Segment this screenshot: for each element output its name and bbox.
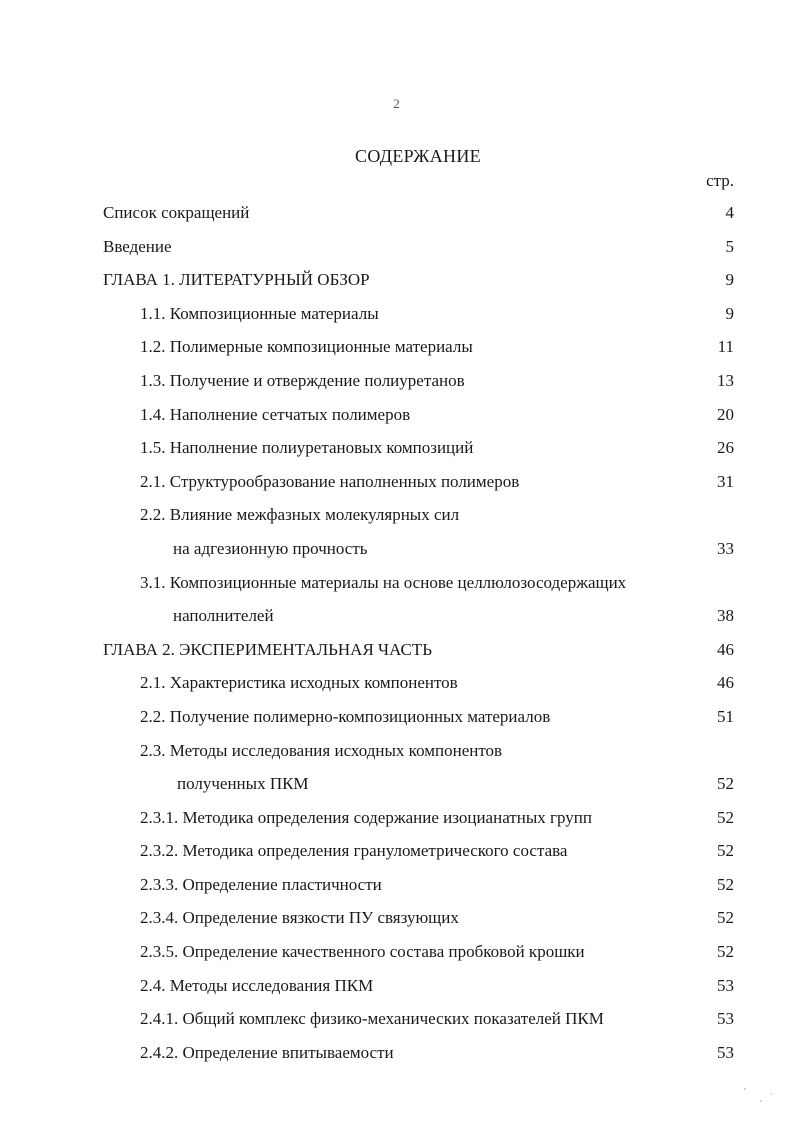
toc-entry-page: 33 bbox=[717, 538, 734, 558]
toc-entry bbox=[0, 201, 793, 235]
toc-entry bbox=[0, 671, 793, 705]
toc-entry-page: 52 bbox=[717, 874, 734, 894]
toc-entry-text: 2.3.3. Определение пластичности bbox=[140, 874, 382, 894]
toc-entry-page: 46 bbox=[717, 639, 734, 659]
toc-entry bbox=[0, 739, 793, 773]
toc-entry-page: 53 bbox=[717, 975, 734, 995]
toc-entry bbox=[0, 436, 793, 470]
toc-entry-page: 5 bbox=[725, 236, 734, 256]
toc-entry-page: 38 bbox=[717, 606, 734, 626]
toc-entry bbox=[0, 940, 793, 974]
toc-entry-page: 51 bbox=[717, 706, 734, 726]
toc-entry-text: 2.3.5. Определение качественного состава пробковой крошки bbox=[140, 942, 585, 962]
toc-entry-page: 9 bbox=[725, 303, 734, 323]
toc-entry bbox=[0, 302, 793, 336]
toc-entry bbox=[0, 974, 793, 1008]
toc-entry-page: 20 bbox=[717, 404, 734, 424]
toc-entry bbox=[0, 1041, 793, 1075]
toc-entry-text: 1.1. Композиционные материалы bbox=[140, 303, 379, 323]
toc-entry-page: 31 bbox=[717, 471, 734, 491]
toc-entry-page: 53 bbox=[717, 1009, 734, 1029]
toc-entry-text: 2.2. Влияние межфазных молекулярных сил bbox=[140, 505, 460, 525]
toc-entry-text: на адгезионную прочность bbox=[173, 538, 368, 558]
toc-entry-text: 2.2. Получение полимерно-композиционных материалов bbox=[140, 706, 551, 726]
toc-entry-page: 4 bbox=[725, 203, 734, 222]
toc-entry-text: 2.3. Методы исследования исходных компонентов bbox=[140, 740, 503, 760]
toc-entry-text: 1.2. Полимерные композиционные материалы bbox=[140, 337, 473, 357]
toc-entry-page: 52 bbox=[717, 774, 734, 794]
toc-entry bbox=[0, 235, 793, 269]
toc-entry-page: 26 bbox=[717, 438, 734, 458]
toc-entry-text: 1.4. Наполнение сетчатых полимеров bbox=[140, 404, 411, 424]
toc-entry bbox=[0, 873, 793, 907]
toc-entry bbox=[0, 470, 793, 504]
toc-entry-text: полученных ПКМ bbox=[177, 774, 309, 794]
toc-entry-page: 13 bbox=[717, 370, 734, 390]
toc-entry bbox=[0, 705, 793, 739]
toc-entry-text: ГЛАВА 2. ЭКСПЕРИМЕНТАЛЬНАЯ ЧАСТЬ bbox=[103, 639, 433, 659]
toc-entry-page: 52 bbox=[717, 942, 734, 962]
toc-entry-text: наполнителей bbox=[173, 606, 274, 626]
toc-entry-page: 46 bbox=[717, 673, 734, 693]
toc-entry-text: 2.4. Методы исследования ПКМ bbox=[140, 975, 374, 995]
toc-entry bbox=[0, 839, 793, 873]
toc-entry-page: 9 bbox=[725, 270, 734, 290]
toc-entry-text: ГЛАВА 1. ЛИТЕРАТУРНЫЙ ОБЗОР bbox=[103, 270, 370, 290]
toc-entry bbox=[0, 403, 793, 437]
table-of-contents bbox=[0, 201, 793, 1074]
toc-entry-text: 2.4.2. Определение впитываемости bbox=[140, 1042, 394, 1062]
toc-entry-text: Список сокращений bbox=[103, 203, 250, 222]
toc-entry bbox=[0, 571, 793, 605]
toc-entry-page: 53 bbox=[717, 1042, 734, 1062]
scan-speck bbox=[760, 1100, 762, 1102]
toc-entry bbox=[0, 1007, 793, 1041]
toc-entry-text: 2.4.1. Общий комплекс физико-механических показателей ПКМ bbox=[140, 1009, 604, 1029]
toc-entry-text: 1.3. Получение и отверждение полиуретанов bbox=[140, 370, 465, 390]
toc-entry-text: 3.1. Композиционные материалы на основе целлюлозосодержащих bbox=[140, 572, 627, 592]
toc-entry bbox=[0, 369, 793, 403]
toc-entry bbox=[0, 604, 793, 638]
toc-entry-page: 52 bbox=[717, 841, 734, 861]
toc-entry bbox=[0, 772, 793, 806]
scan-speck bbox=[771, 1093, 772, 1095]
page-title: СОДЕРЖАНИЕ bbox=[355, 146, 481, 166]
scan-speck bbox=[744, 1088, 746, 1090]
toc-entry bbox=[0, 806, 793, 840]
toc-entry-page: 52 bbox=[717, 807, 734, 827]
page-column-label: стр. bbox=[706, 171, 734, 190]
toc-entry bbox=[0, 638, 793, 672]
toc-entry bbox=[0, 503, 793, 537]
toc-entry-text: Введение bbox=[103, 236, 172, 256]
toc-entry-text: 2.1. Характеристика исходных компонентов bbox=[140, 673, 458, 693]
page-number: 2 bbox=[393, 96, 400, 111]
toc-entry-page: 52 bbox=[717, 908, 734, 928]
toc-entry bbox=[0, 335, 793, 369]
toc-entry bbox=[0, 906, 793, 940]
toc-entry-text: 2.3.4. Определение вязкости ПУ связующих bbox=[140, 908, 459, 928]
toc-entry-text: 2.1. Структурообразование наполненных полимеров bbox=[140, 471, 520, 491]
toc-entry-text: 2.3.2. Методика определения гранулометрического состава bbox=[140, 841, 568, 861]
toc-entry-text: 1.5. Наполнение полиуретановых композиций bbox=[140, 438, 474, 458]
toc-entry-page: 11 bbox=[717, 337, 734, 357]
toc-entry bbox=[0, 537, 793, 571]
toc-entry-text: 2.3.1. Методика определения содержание изоцианатных групп bbox=[140, 807, 592, 827]
toc-entry bbox=[0, 268, 793, 302]
